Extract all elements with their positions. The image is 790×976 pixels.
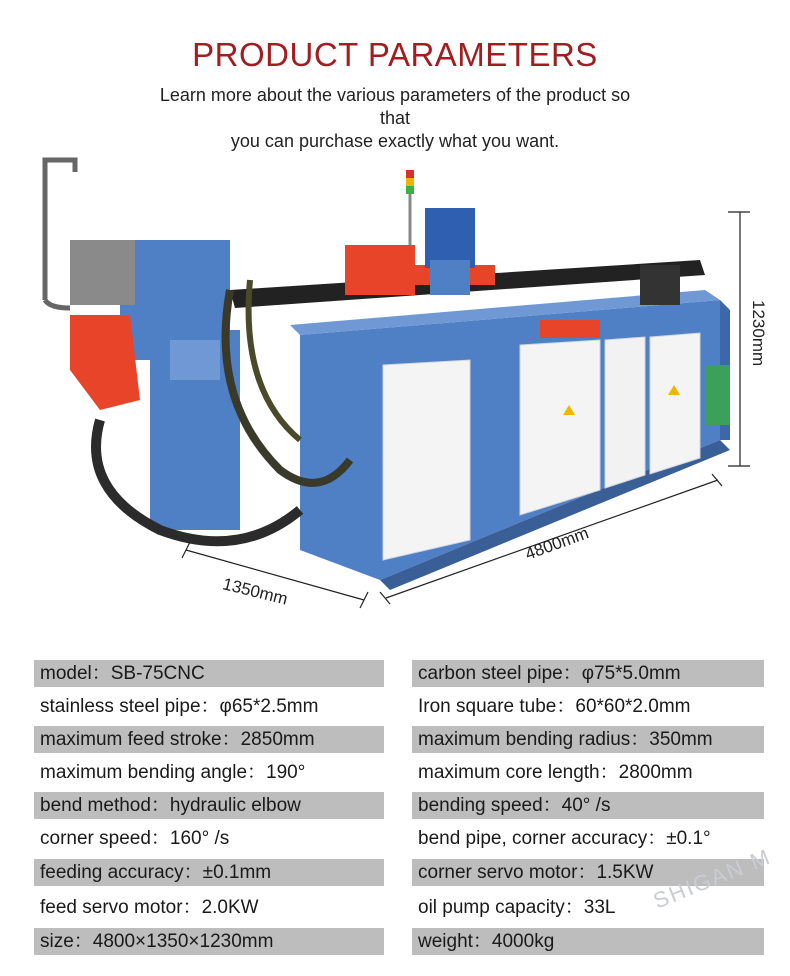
- subtitle-line-2: you can purchase exactly what you want.: [230, 131, 560, 151]
- spec-row: maximum bending angle：190°: [40, 762, 306, 783]
- spec-row: maximum feed stroke：2850mm: [34, 726, 384, 753]
- machine-illustration: [0, 140, 790, 636]
- spec-row: corner servo motor：1.5KW: [412, 859, 764, 886]
- spec-row: bend method：hydraulic elbow: [34, 792, 384, 819]
- spec-row: carbon steel pipe：φ75*5.0mm: [412, 660, 764, 687]
- height-dimension-label: 1230mm: [749, 300, 768, 367]
- spec-row: maximum core length：2800mm: [418, 762, 693, 783]
- spec-row: maximum bending radius：350mm: [412, 726, 764, 753]
- watermark: SHIGAN M: [649, 843, 775, 914]
- spec-row: feeding accuracy：±0.1mm: [34, 859, 384, 886]
- spec-row: model：SB-75CNC: [34, 660, 384, 687]
- spec-row: feed servo motor：2.0KW: [40, 897, 259, 918]
- width-dimension-label: 1350mm: [220, 574, 290, 609]
- spec-row: Iron square tube：60*60*2.0mm: [418, 696, 691, 717]
- spec-row: corner speed：160° /s: [40, 828, 230, 849]
- spec-table: [0, 636, 790, 976]
- spec-row: size：4800×1350×1230mm: [34, 928, 384, 955]
- spec-row: stainless steel pipe：φ65*2.5mm: [40, 696, 319, 717]
- spec-row: weight：4000kg: [412, 928, 764, 955]
- spec-row: bend pipe, corner accuracy：±0.1°: [418, 828, 711, 849]
- length-dimension-label: 4800mm: [522, 523, 592, 564]
- spec-row: bending speed：40° /s: [412, 792, 764, 819]
- page-title: PRODUCT PARAMETERS: [192, 36, 598, 73]
- subtitle-line-1: Learn more about the various parameters of the product so that: [159, 85, 631, 128]
- spec-row: oil pump capacity：33L: [418, 897, 616, 918]
